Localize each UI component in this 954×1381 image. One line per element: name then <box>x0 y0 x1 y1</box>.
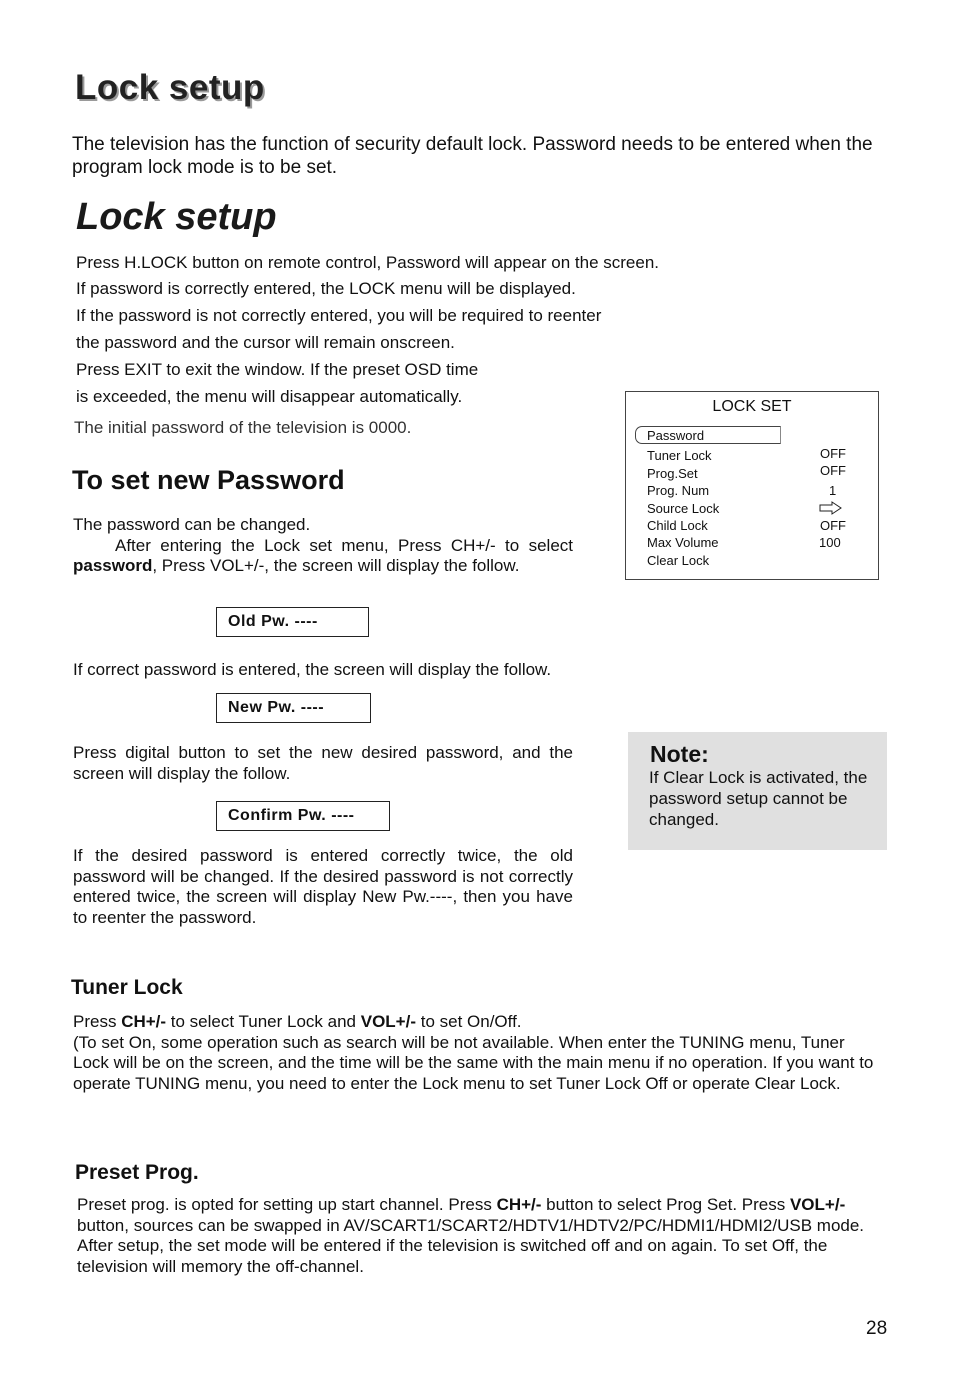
new-password-box: New Pw. ---- <box>216 693 371 723</box>
menu-item-source-lock[interactable]: Source Lock <box>647 501 720 516</box>
menu-item-tuner-lock[interactable]: Tuner Lock <box>647 448 712 463</box>
initial-password-note: The initial password of the television is 0000. <box>74 418 412 437</box>
instruction-line: is exceeded, the menu will disappear automatically. <box>76 387 463 406</box>
instruction-line: Press H.LOCK button on remote control, Password will appear on the screen. <box>76 253 660 272</box>
para-bold-term: password <box>73 556 153 575</box>
para-bold-term: CH+/- <box>121 1012 167 1031</box>
para-bold-term: CH+/- <box>496 1195 542 1214</box>
new-password-para-1 <box>73 515 573 577</box>
menu-value-prog-set: OFF <box>820 463 846 478</box>
instruction-line: Press EXIT to exit the window. If the preset OSD time <box>76 360 479 379</box>
menu-value-max-volume: 100 <box>819 535 841 550</box>
para-text-part: After entering the Lock set menu, Press CH+/- to select <box>115 535 573 555</box>
page-heading: Lock setup <box>75 68 265 107</box>
preset-prog-heading: Preset Prog. <box>75 1161 199 1184</box>
menu-item-child-lock[interactable]: Child Lock <box>647 518 708 533</box>
note-box <box>628 732 887 850</box>
page-number: 28 <box>866 1318 888 1339</box>
para-text-part: to select Tuner Lock and <box>166 1012 361 1031</box>
lock-set-menu <box>625 391 879 580</box>
menu-item-prog-set[interactable]: Prog.Set <box>647 466 698 481</box>
note-body: If Clear Lock is activated, the password setup cannot be changed. <box>649 768 868 829</box>
new-password-heading: To set new Password <box>72 465 345 495</box>
menu-item-password[interactable]: Password <box>647 428 705 443</box>
para-text-part: button, sources can be swapped in AV/SCART1/SCART2/HDTV1/HDTV2/PC/HDMI1/HDMI2/USB mode. After setup, the set mode will be entered if the television is switched off and on again. To set Off, the television will memory the off-channel. <box>77 1215 865 1276</box>
menu-item-prog-num[interactable]: Prog. Num <box>647 483 710 498</box>
para-text-part: to set On/Off. <box>416 1012 522 1031</box>
note-title: Note: <box>650 741 709 767</box>
section-title: Lock setup <box>76 196 277 238</box>
new-password-para-3: Press digital button to set the new desired password, and the screen will display the follow. <box>73 743 573 783</box>
para-line: The password can be changed. <box>73 515 311 534</box>
para-text-part: Press <box>73 1012 122 1031</box>
confirm-password-box: Confirm Pw. ---- <box>216 801 390 831</box>
para-bold-term: VOL+/- <box>789 1195 846 1214</box>
menu-value-prog-num: 1 <box>829 483 837 498</box>
menu-item-clear-lock[interactable]: Clear Lock <box>647 553 710 568</box>
preset-prog-text <box>77 1195 867 1277</box>
instruction-line: If the password is not correctly entered, you will be required to reenter <box>76 306 602 325</box>
tuner-lock-text <box>73 1012 885 1094</box>
arrow-right-outline-icon <box>819 501 843 515</box>
para-line: (To set On, some operation such as search will be not available. When enter the TUNING menu, Tuner Lock will be on the screen, and the time will be the same with the main menu if no operation. If you want to operate TUNING menu, you need to enter the Lock menu to set Tuner Lock Off or operate Clear Lock. <box>73 1032 874 1093</box>
instruction-line: If password is correctly entered, the LOCK menu will be displayed. <box>76 279 576 298</box>
new-password-para-4: If the desired password is entered correctly twice, the old password will be changed. If the desired password is not correctly entered twice, the screen will display New Pw.----, then you have to reenter the password. <box>73 846 573 927</box>
para-text-part: , Press VOL+/-, the screen will display the follow. <box>152 556 520 575</box>
instruction-line: the password and the cursor will remain onscreen. <box>76 333 455 352</box>
tuner-lock-heading: Tuner Lock <box>71 976 183 999</box>
menu-item-max-volume[interactable]: Max Volume <box>647 535 719 550</box>
menu-title: LOCK SET <box>712 398 792 415</box>
para-text-part: button to select Prog Set. Press <box>541 1195 790 1214</box>
para-text <box>73 536 573 577</box>
menu-value-tuner-lock: OFF <box>820 446 846 461</box>
para-line <box>73 1012 885 1033</box>
menu-value-child-lock: OFF <box>820 518 846 533</box>
para-bold-term: VOL+/- <box>360 1012 416 1031</box>
intro-text: The television has the function of security default lock. Password needs to be entered when the program lock mode is to be set. <box>72 134 873 178</box>
new-password-para-2: If correct password is entered, the screen will display the follow. <box>73 660 552 679</box>
old-password-box: Old Pw. ---- <box>216 607 369 637</box>
para-text-part: Preset prog. is opted for setting up start channel. Press <box>77 1195 497 1214</box>
